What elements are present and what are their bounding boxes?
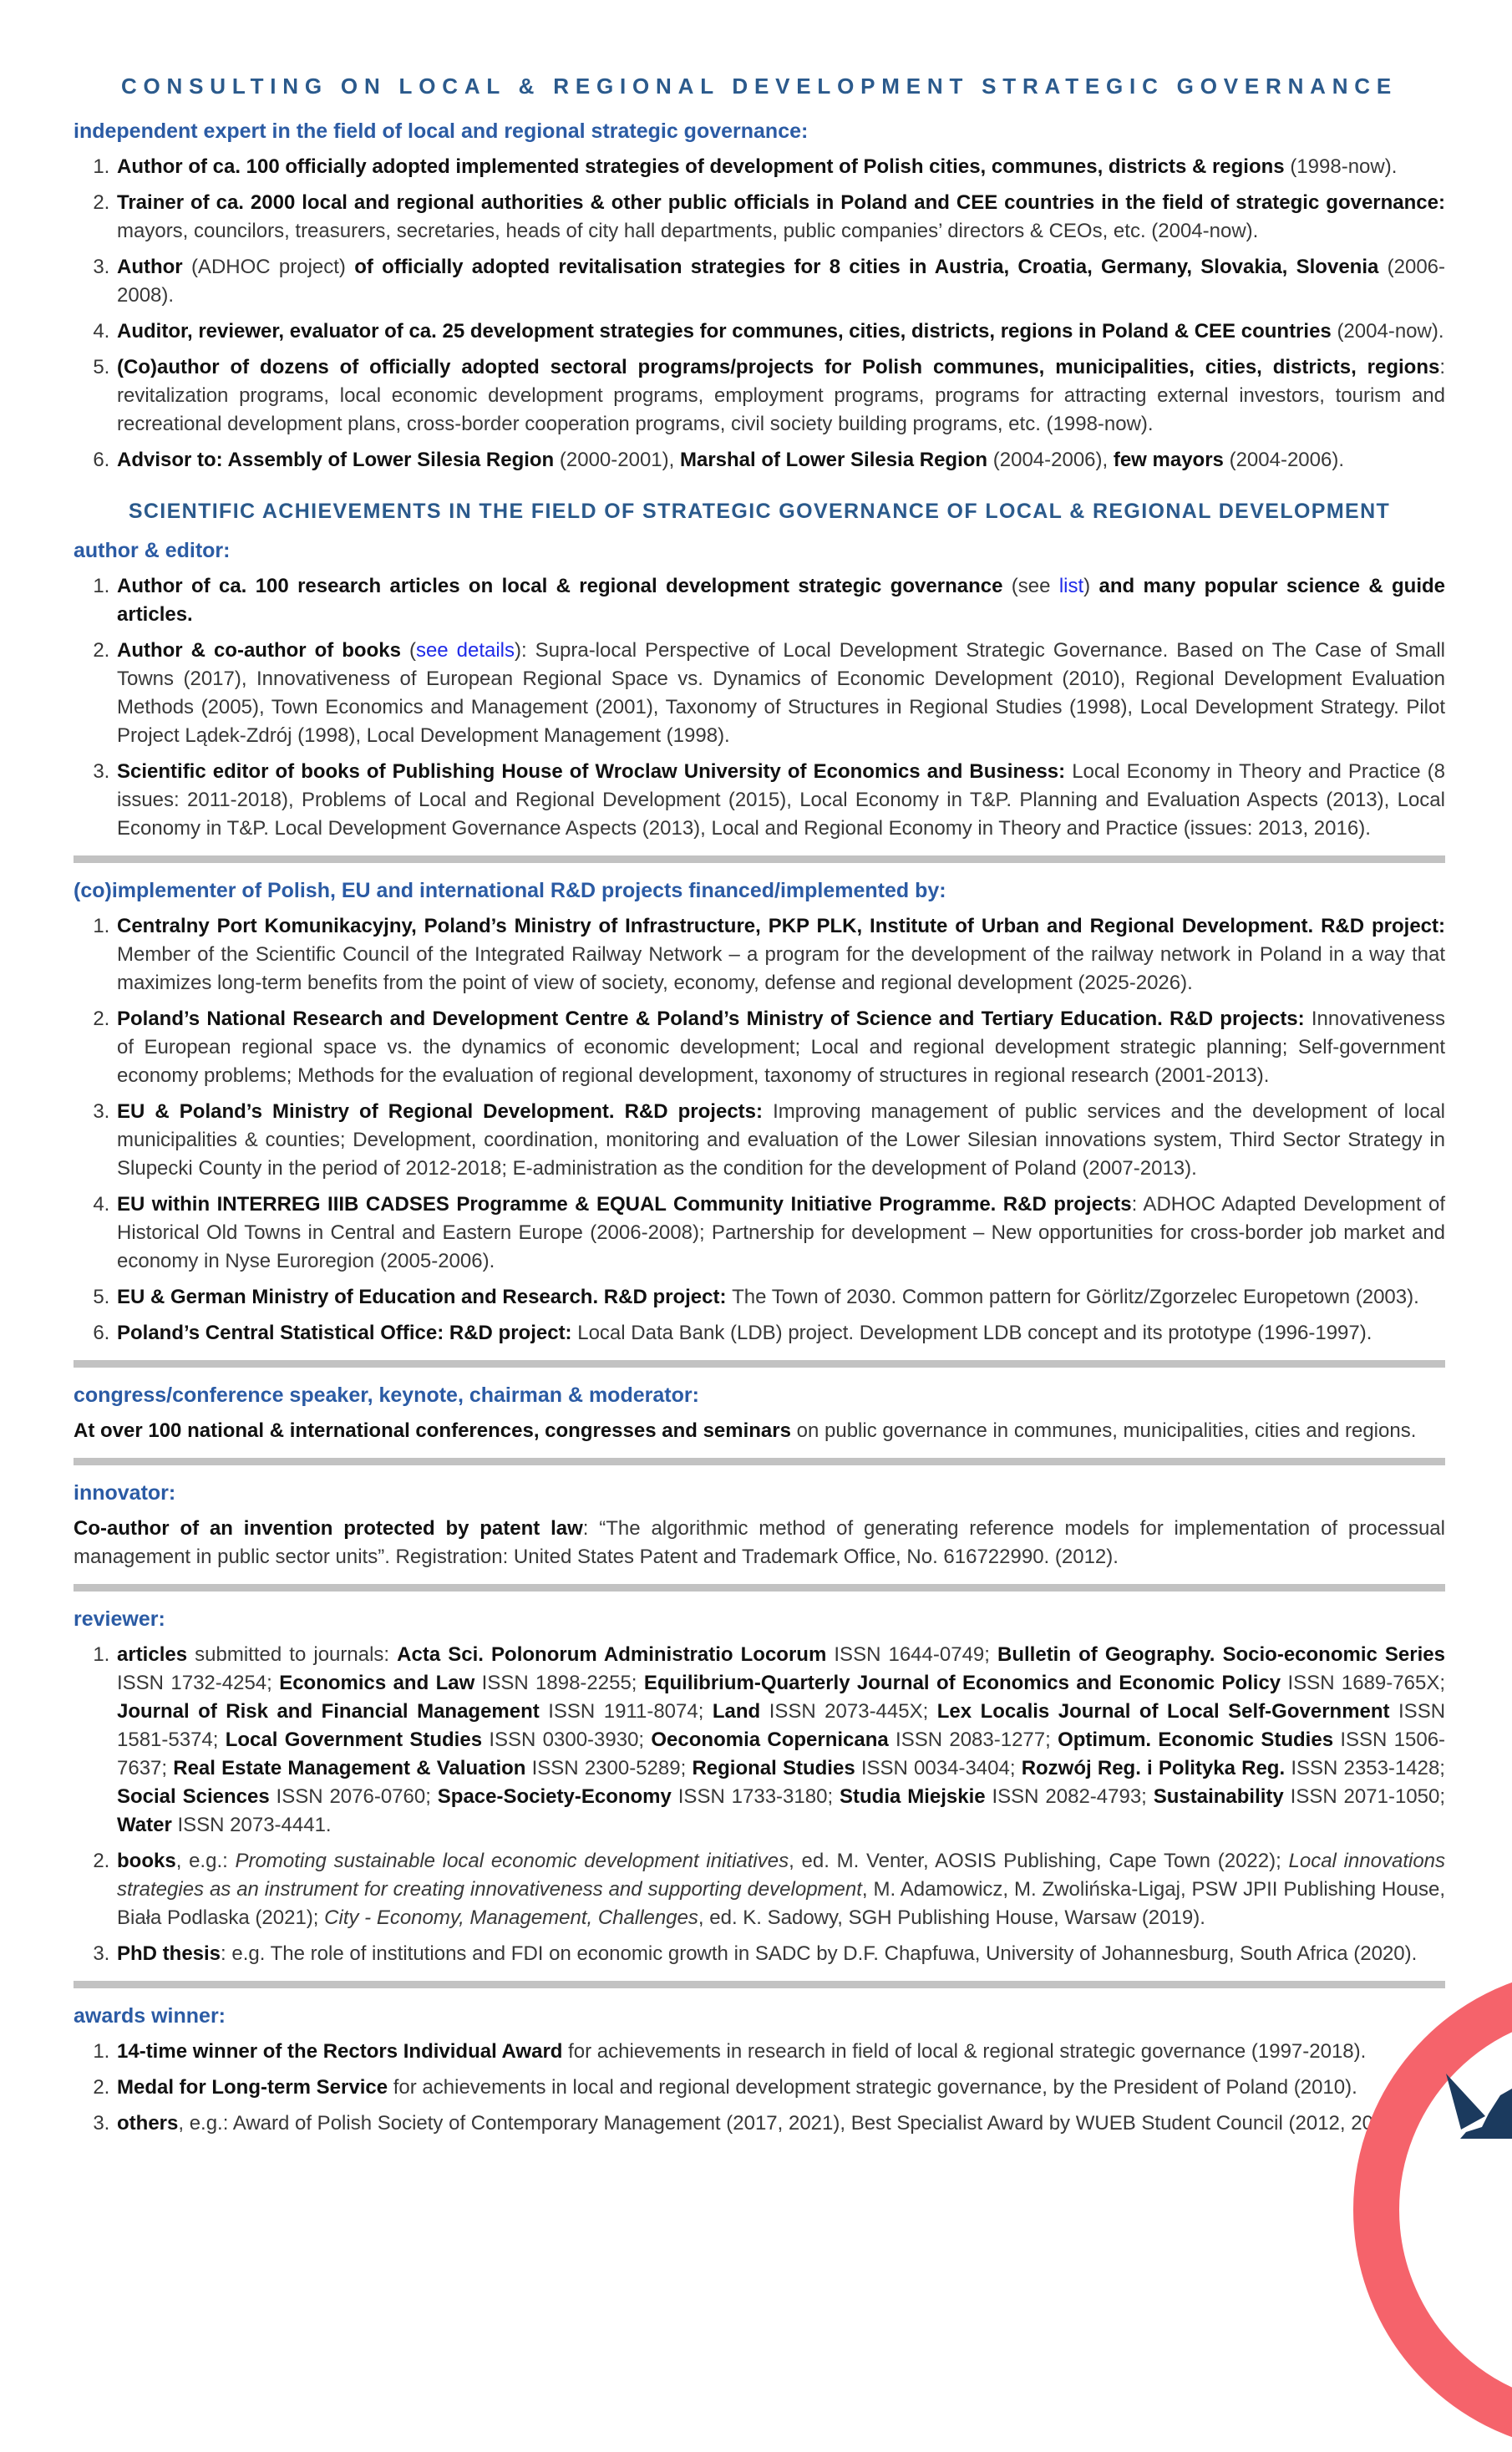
list-item (115, 637, 1445, 750)
text-run: Medal for Long-term Service (117, 2076, 393, 2099)
text-run: Optimum. Economic Studies (1058, 1729, 1341, 1751)
text-run: ISSN 2071-1050; (1290, 1785, 1445, 1808)
list-item (115, 253, 1445, 310)
text-run: submitted to journals: (195, 1643, 398, 1666)
text-run: 14-time winner of the Rectors Individual Award (117, 2040, 569, 2063)
articles-list-link[interactable]: list (1058, 575, 1084, 597)
text-run: Author (117, 256, 191, 278)
text-run: Journal of Risk and Financial Management (117, 1700, 549, 1723)
label-awards-winner: awards winner: (74, 2004, 226, 2028)
text-run: Author & co-author of books (117, 639, 409, 662)
text-run: ISSN 1581-5374; (117, 1700, 1446, 1751)
section-divider (74, 1981, 1445, 1988)
list-item (115, 1847, 1445, 1932)
text-run: Advisor to: Assembly of Lower Silesia Region (117, 449, 560, 471)
text-run: ISSN 2300-5289; (531, 1757, 693, 1779)
text-run: Marshal of Lower Silesia Region (679, 449, 993, 471)
text-run: Economics and Law (279, 1672, 482, 1694)
label-congress-speaker: congress/conference speaker, keynote, chairman & moderator: (74, 1383, 699, 1407)
text-run: Improving management of public services and the development of local municipalities & counties; Development, coordination, monitoring and evaluation of the Lower Silesian innovations system, Third Sector Strategy in Slupecki County in the period of 2012-2018; E-administration as the condition for the development of Poland (2007-2013). (117, 1100, 1445, 1180)
see-details-link[interactable]: see details (415, 639, 515, 662)
list-item (115, 446, 1445, 475)
section-heading-consulting: CONSULTING ON LOCAL & REGIONAL DEVELOPMENT STRATEGIC GOVERNANCE (120, 74, 1398, 99)
expert-list (74, 153, 1445, 475)
text-run: Member of the Scientific Council of the Integrated Railway Network – a program for the development of the railway network in Poland in a way that maximizes long-term benefits from the point of view of society, economy, defense and regional development (2025-2026). (117, 943, 1445, 994)
text-run: ISSN 1644-0749; (834, 1643, 998, 1666)
author-editor-list (74, 572, 1445, 843)
compass-star-icon (1420, 2055, 1512, 2139)
text-run: Author of ca. 100 officially adopted implemented strategies of development of Polish cities, communes, districts & regions (117, 155, 1291, 178)
text-run: Poland’s Central Statistical Office: R&D project: (117, 1322, 578, 1344)
list-item (115, 1641, 1445, 1840)
label-author-editor: author & editor: (74, 539, 231, 562)
awards-list (74, 2038, 1445, 2138)
text-run: Regional Studies (692, 1757, 861, 1779)
text-run: , M. Adamowicz, M. Zwolińska-Ligaj, PSW JPII Publishing House, Biała Podlaska (2021); (117, 1878, 1445, 1929)
text-run: Co-author of an invention protected by patent law (74, 1517, 583, 1540)
text-run: ISSN 2353-1428; (1291, 1757, 1445, 1779)
text-run: others (117, 2112, 179, 2135)
list-item (115, 1283, 1445, 1312)
text-run: ): Supra-local Perspective of Local Development Strategic Governance. Based on The Case of Small Towns (2017), Innovativeness of European Regional Space vs. Dynamics of Economic Development (2010), Regional Development Evaluation Methods (2005), Town Economics and Management (2001), Taxonomy of Structures in Regional Studies (1998), Local Development Strategy. Pilot Project Lądek-Zdrój (1998), Local Development Management (1998). (117, 639, 1445, 747)
text-run: Social Sciences (117, 1785, 277, 1808)
text-run: : revitalization programs, local economic development programs, employment programs, programs for attracting external investors, tourism and recreational development plans, cross-border cooperation programs, civil society building programs, etc. (1998-now). (117, 356, 1445, 435)
list-item (115, 2109, 1445, 2138)
text-run: Local Government Studies (225, 1729, 490, 1751)
text-run: ISSN 2073-445X; (769, 1700, 937, 1723)
text-run: Poland’s National Research and Development Centre & Poland’s Ministry of Science and Tertiary Education. R&D projects: (117, 1008, 1312, 1030)
list-item (115, 1940, 1445, 1968)
text-run: ISSN 1732-4254; (117, 1672, 280, 1694)
section-heading-scientific: SCIENTIFIC ACHIEVEMENTS IN THE FIELD OF STRATEGIC GOVERNANCE OF LOCAL & REGIONAL DEVELOPMENT (128, 500, 1391, 523)
text-run: ( (408, 639, 416, 662)
text-run: , e.g.: Award of Polish Society of Contemporary Management (2017, 2021), Best Specialist Award by WUEB Student Council (2012, 2013). (178, 2112, 1408, 2135)
text-run: ISSN 1733-3180; (677, 1785, 840, 1808)
text-run: ) (1083, 575, 1099, 597)
text-run: (2004-2006), (992, 449, 1114, 471)
text-run: ISSN 1506-7637; (117, 1729, 1446, 1779)
text-run: Acta Sci. Polonorum Administratio Locorum (397, 1643, 835, 1666)
text-run: for achievements in research in field of local & regional strategic governance (1997-2018). (568, 2040, 1367, 2063)
text-run: ISSN 0034-3404; (860, 1757, 1022, 1779)
text-run: Sustainability (1153, 1785, 1291, 1808)
reviewer-list (74, 1641, 1445, 1968)
list-item (115, 572, 1445, 629)
list-item (115, 153, 1445, 181)
text-run: (1998-now). (1290, 155, 1398, 178)
list-item (115, 2074, 1445, 2102)
text-run: articles (117, 1643, 195, 1666)
text-run: Equilibrium-Quarterly Journal of Economics and Economic Policy (643, 1672, 1288, 1694)
congress-paragraph (74, 1417, 1445, 1445)
text-run: Promoting sustainable local economic development initiatives (235, 1850, 789, 1872)
text-run: (2004-2006). (1229, 449, 1345, 471)
text-run: ISSN 0300-3930; (489, 1729, 652, 1751)
text-run: EU & Poland’s Ministry of Regional Development. R&D projects: (117, 1100, 774, 1123)
text-run: ISSN 2082-4793; (992, 1785, 1154, 1808)
text-run: EU & German Ministry of Education and Research. R&D project: (117, 1286, 733, 1308)
label-reviewer: reviewer: (74, 1607, 165, 1631)
text-run: ISSN 1898-2255; (481, 1672, 644, 1694)
innovator-paragraph (74, 1515, 1445, 1571)
text-run: : e.g. The role of institutions and FDI on economic growth in SADC by D.F. Chapfuwa, University of Johannesburg, South Africa (2020). (221, 1942, 1418, 1965)
list-item (115, 1319, 1445, 1348)
text-run: Oeconomia Copernicana (651, 1729, 896, 1751)
text-run: Rozwój Reg. i Polityka Reg. (1021, 1757, 1291, 1779)
text-run: Real Estate Management & Valuation (173, 1757, 532, 1779)
list-item (115, 2038, 1445, 2066)
text-run: ISSN 2076-0760; (276, 1785, 438, 1808)
text-run: Lex Localis Journal of Local Self-Government (936, 1700, 1399, 1723)
rnd-projects-list (74, 912, 1445, 1348)
text-run: for achievements in local and regional development strategic governance, by the President of Poland (2010). (393, 2076, 1357, 2099)
text-run: , e.g.: (175, 1850, 236, 1872)
text-run: Local Economy in Theory and Practice (8 issues: 2011-2018), Problems of Local and Regional Development (2015), Local Economy in T&P. Planning and Evaluation Aspects (2013), Local Economy in T&P. Local Development Governance Aspects (2013), Local and Regional Economy in Theory and Practice (issues: 2013, 2016). (117, 760, 1445, 840)
section-divider (74, 1458, 1445, 1465)
text-run: (2004-now). (1337, 320, 1444, 343)
text-run: books (117, 1850, 176, 1872)
text-run: EU within INTERREG IIIB CADSES Programme & EQUAL Community Initiative Programme. R&D projects (117, 1193, 1132, 1216)
text-run: Local innovations strategies as an instrument for creating innovativeness and supporting development (117, 1850, 1446, 1901)
text-run: (2006-2008). (117, 256, 1446, 307)
label-innovator: innovator: (74, 1481, 176, 1505)
list-item (115, 758, 1445, 843)
text-run: Water (117, 1814, 178, 1836)
text-run: (2000-2001), (559, 449, 680, 471)
list-item (115, 1098, 1445, 1183)
text-run: , ed. K. Sadowy, SGH Publishing House, Warsaw (2019). (698, 1906, 1205, 1929)
text-run: (ADHOC project) (190, 256, 355, 278)
text-run: of officially adopted revitalisation strategies for 8 cities in Austria, Croatia, Germany, Slovakia, Slovenia (354, 256, 1388, 278)
list-item (115, 189, 1445, 246)
text-run: At over 100 national & international conferences, congresses and seminars (74, 1419, 797, 1442)
text-run: Author of ca. 100 research articles on local & regional development strategic governance (117, 575, 1012, 597)
list-item (115, 353, 1445, 439)
section-divider (74, 855, 1445, 863)
section-divider (74, 1360, 1445, 1368)
text-run: mayors, councilors, treasurers, secretaries, heads of city hall departments, public companies’ directors & CEOs, etc. (2004-now). (117, 220, 1259, 242)
list-item (115, 1190, 1445, 1276)
text-run: Centralny Port Komunikacyjny, Poland’s Ministry of Infrastructure, PKP PLK, Institute of Urban and Regional Development. R&D project: (117, 915, 1445, 937)
text-run: (Co)author of dozens of officially adopted sectoral programs/projects for Polish communes, municipalities, cities, districts, regions (117, 356, 1440, 378)
text-run: few mayors (1113, 449, 1230, 471)
list-item (115, 1005, 1445, 1090)
text-run: The Town of 2030. Common pattern for Görlitz/Zgorzelec Europetown (2003). (732, 1286, 1419, 1308)
label-rnd-implementer: (co)implementer of Polish, EU and international R&D projects financed/implemented by: (74, 879, 946, 902)
text-run: Bulletin of Geography. Socio-economic Series (997, 1643, 1445, 1666)
text-run: Land (712, 1700, 769, 1723)
text-run: : ADHOC Adapted Development of Historical Old Towns in Central and Eastern Europe (2006-2008); Partnership for development – New opportunities for cross-border job market and economy in Nyse Euroregion (2005-2006). (117, 1193, 1446, 1272)
text-run: Innovativeness of European regional space vs. the dynamics of economic development; Local and regional development strategic planning; Self-government economy problems; Methods for the evaluation of regional development, taxonomy of structures in regional research (2001-2013). (117, 1008, 1445, 1087)
text-run: and many popular science & guide articles. (117, 575, 1445, 626)
text-run: Auditor, reviewer, evaluator of ca. 25 development strategies for communes, cities, districts, regions in Poland & CEE countries (117, 320, 1337, 343)
label-independent-expert: independent expert in the field of local and regional strategic governance: (74, 119, 809, 143)
section-divider (74, 1584, 1445, 1592)
text-run: ISSN 1689-765X; (1287, 1672, 1445, 1694)
text-run: City - Economy, Management, Challenges (324, 1906, 698, 1929)
text-run: on public governance in communes, municipalities, cities and regions. (796, 1419, 1417, 1442)
list-item (115, 317, 1445, 346)
list-item (115, 912, 1445, 998)
text-run: Local Data Bank (LDB) project. Development LDB concept and its prototype (1996-1997). (577, 1322, 1372, 1344)
text-run: (see (1011, 575, 1059, 597)
text-run: Trainer of ca. 2000 local and regional authorities & other public officials in Poland and CEE countries in the field of strategic governance: (117, 191, 1445, 214)
text-run: ISSN 2083-1277; (896, 1729, 1058, 1751)
text-run: Scientific editor of books of Publishing House of Wroclaw University of Economics and Business: (117, 760, 1073, 783)
text-run: ISSN 2073-4441. (177, 1814, 332, 1836)
text-run: : “The algorithmic method of generating reference models for implementation of processual management in public sector units”. Registration: United States Patent and Trademark Office, No. 616722990. (2012). (74, 1517, 1445, 1568)
text-run: , ed. M. Venter, AOSIS Publishing, Cape Town (2022); (789, 1850, 1289, 1872)
text-run: PhD thesis (117, 1942, 221, 1965)
text-run: Space-Society-Economy (437, 1785, 678, 1808)
text-run: Studia Miejskie (840, 1785, 992, 1808)
text-run: ISSN 1911-8074; (548, 1700, 713, 1723)
